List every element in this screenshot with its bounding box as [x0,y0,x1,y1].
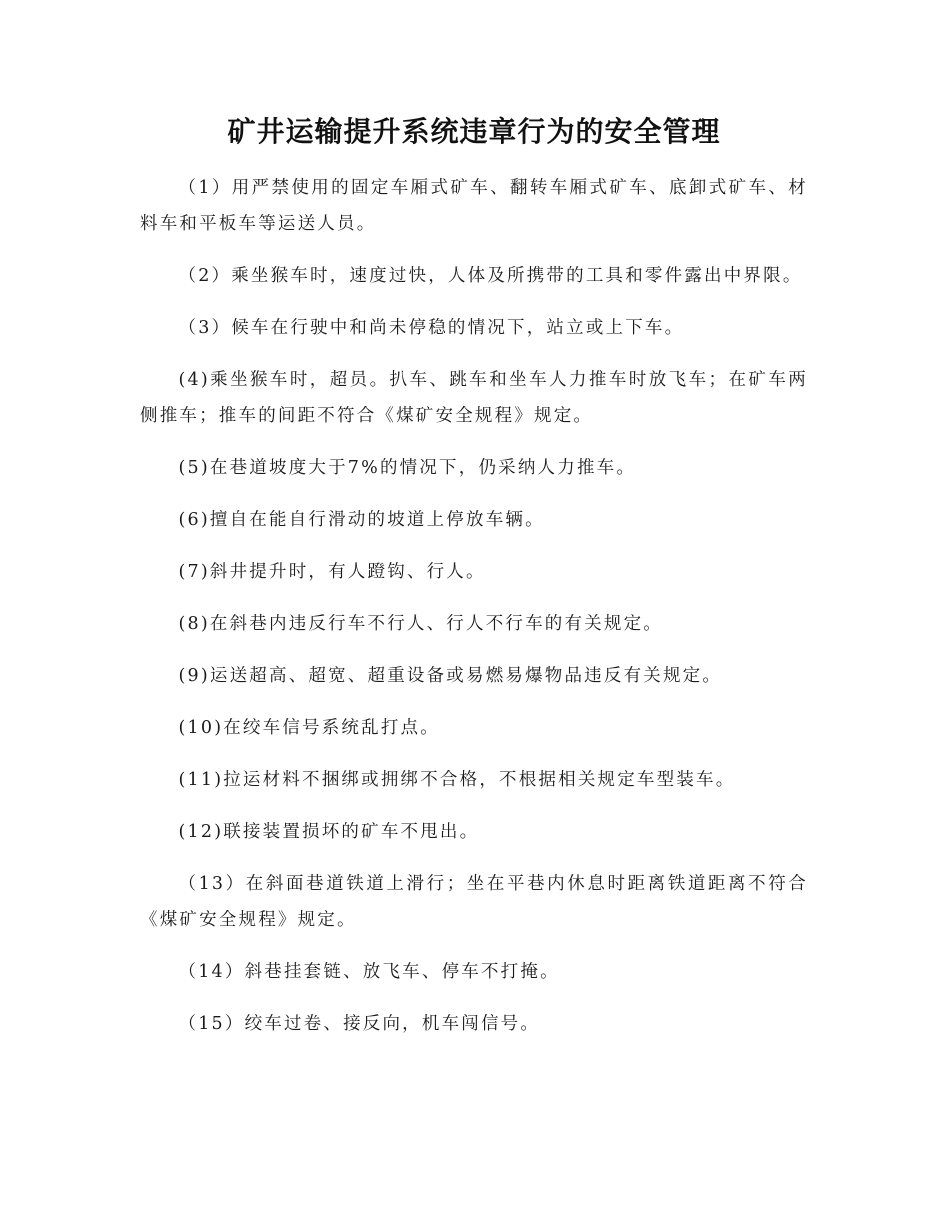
paragraph-8: (8)在斜巷内违反行车不行人、行人不行车的有关规定。 [178,614,663,634]
paragraph-12: (12)联接装置损坏的矿车不甩出。 [178,822,480,842]
paragraph-7: (7)斜井提升时，有人蹬钩、行人。 [178,562,486,582]
paragraph-6: (6)擅自在能自行滑动的坡道上停放车辆。 [178,510,545,530]
paragraph-11: (11)拉运材料不捆绑或拥绑不合格，不根据相关规定车型装车。 [178,770,736,790]
paragraph-10: (10)在绞车信号系统乱打点。 [178,718,440,738]
document-title: 矿井运输提升系统违章行为的安全管理 [227,115,721,148]
paragraph-4: (4)乘坐猴车时，超员。扒车、跳车和坐车人力推车时放飞车；在矿车两侧推车；推车的间距不符合《煤矿安全规程》规定。 [140,370,808,426]
paragraph-14: （14）斜巷挂套链、放飞车、停车不打掩。 [178,962,560,982]
paragraph-13: （13）在斜面巷道铁道上滑行；坐在平巷内休息时距离铁道距离不符合《煤矿安全规程》规定。 [140,874,808,930]
paragraph-1: （1）用严禁使用的固定车厢式矿车、翻转车厢式矿车、底卸式矿车、材料车和平板车等运送人员。 [140,178,808,234]
paragraph-2: （2）乘坐猴车时，速度过快，人体及所携带的工具和零件露出中界限。 [178,266,803,286]
paragraph-9: (9)运送超高、超宽、超重设备或易燃易爆物品违反有关规定。 [178,666,723,686]
document-page [140,108,808,1058]
paragraph-3: （3）候车在行驶中和尚未停稳的情况下，站立或上下车。 [178,318,685,338]
paragraph-5: (5)在巷道坡度大于7%的情况下，仍采纳人力推车。 [178,458,637,478]
paragraph-15: （15）绞车过卷、接反向，机车闯信号。 [178,1014,541,1034]
